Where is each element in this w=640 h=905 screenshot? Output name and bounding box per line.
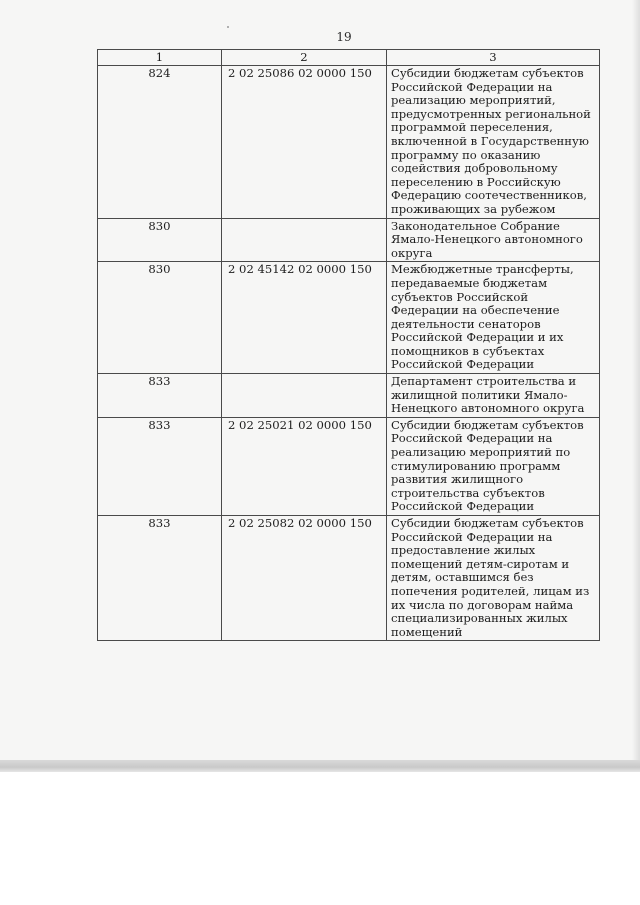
admin-code-cell: 830 xyxy=(98,262,222,374)
administrator-name-cell: Департамент строительства и жилищной политики Ямало-Ненецкого автономного округа xyxy=(387,374,600,418)
scan-speck xyxy=(227,26,229,28)
table-header-row xyxy=(98,50,600,66)
table-row xyxy=(98,417,600,515)
admin-code-cell: 830 xyxy=(98,218,222,262)
table-row xyxy=(98,374,600,418)
revenue-name-cell: Субсидии бюджетам субъектов Российской Федерации на реализацию мероприятий, предусмотренных региональной программой переселения, включенной в Государственную программу по оказанию содействия добровольному переселению в Российскую Федерацию соотечественников, проживающих за рубежом xyxy=(387,66,600,219)
admin-code-cell: 833 xyxy=(98,374,222,418)
revenue-code-cell xyxy=(222,374,387,418)
admin-code-cell: 833 xyxy=(98,417,222,515)
table-row xyxy=(98,262,600,374)
revenue-name-cell: Субсидии бюджетам субъектов Российской Федерации на предоставление жилых помещений детям-сиротам и детям, оставшимся без попечения родителей, лицам из их числа по договорам найма специализированных жилых помещений xyxy=(387,516,600,641)
column-header-1: 1 xyxy=(98,50,222,66)
scan-bottom-edge xyxy=(0,760,640,772)
admin-code-cell: 833 xyxy=(98,516,222,641)
revenue-code-cell: 2 02 45142 02 0000 150 xyxy=(222,262,387,374)
table-row xyxy=(98,218,600,262)
table-row xyxy=(98,516,600,641)
revenue-name-cell: Межбюджетные трансферты, передаваемые бюджетам субъектов Российской Федерации на обеспечение деятельности сенаторов Российской Федерации и их помощников в субъектах Российской Федерации xyxy=(387,262,600,374)
revenue-code-cell: 2 02 25086 02 0000 150 xyxy=(222,66,387,219)
column-header-2: 2 xyxy=(222,50,387,66)
revenue-code-cell: 2 02 25021 02 0000 150 xyxy=(222,417,387,515)
column-header-3: 3 xyxy=(387,50,600,66)
revenue-code-cell: 2 02 25082 02 0000 150 xyxy=(222,516,387,641)
revenue-name-cell: Субсидии бюджетам субъектов Российской Федерации на реализацию мероприятий по стимулированию программ развития жилищного строительства субъектов Российской Федерации xyxy=(387,417,600,515)
budget-code-table xyxy=(97,49,600,641)
administrator-name-cell: Законодательное Собрание Ямало-Ненецкого автономного округа xyxy=(387,218,600,262)
page-number: 19 xyxy=(336,30,352,44)
scan-edge-shadow xyxy=(632,0,640,770)
revenue-code-cell xyxy=(222,218,387,262)
table-row xyxy=(98,66,600,219)
admin-code-cell: 824 xyxy=(98,66,222,219)
